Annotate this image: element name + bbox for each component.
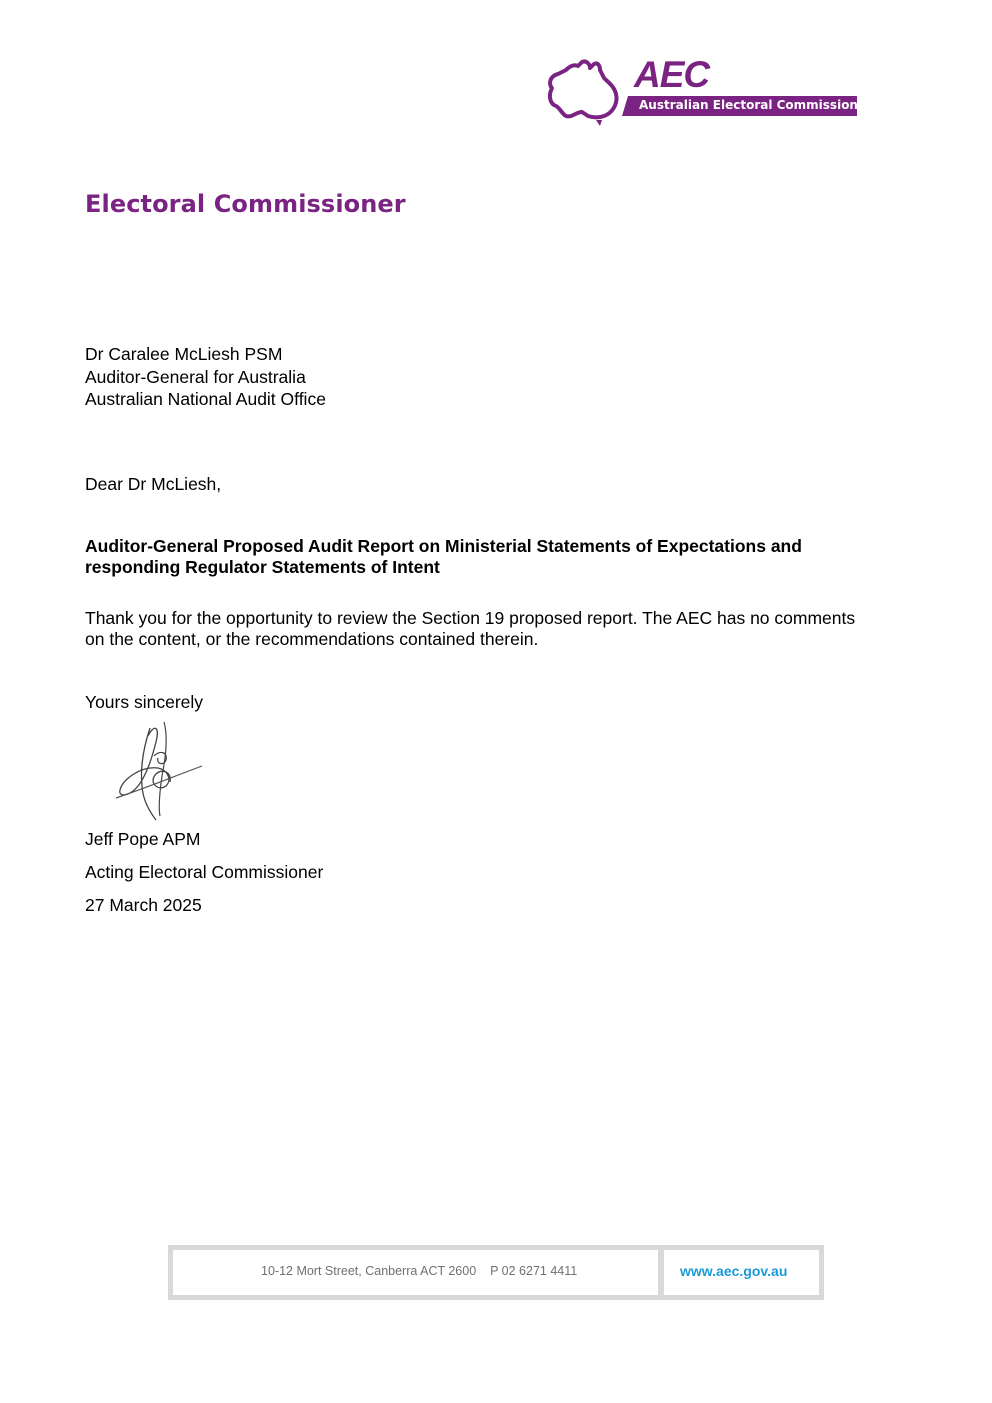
footer-address: 10-12 Mort Street, Canberra ACT 2600 [261,1264,477,1278]
body-line-2: on the content, or the recommendations contained therein. [85,629,539,649]
logo-name: Australian Electoral Commission [639,98,858,112]
page-title: Electoral Commissioner [85,190,406,218]
subject-line-1: Auditor-General Proposed Audit Report on Ministerial Statements of Expectations and [85,536,802,556]
addressee-block [85,343,326,411]
signatory-block [85,823,323,922]
subject-line-2: responding Regulator Statements of Intent [85,557,440,577]
letter-date: 27 March 2025 [85,895,202,915]
addressee-title: Auditor-General for Australia [85,366,306,387]
footer [168,1245,824,1300]
footer-website-panel [664,1250,819,1295]
logo-acronym: AEC [634,54,710,95]
addressee-name: Dr Caralee McLiesh PSM [85,344,283,364]
salutation: Dear Dr McLiesh, [85,474,222,494]
signature-image [110,716,210,824]
aec-logo [544,54,860,130]
addressee-organisation: Australian National Audit Office [85,389,326,409]
footer-contact [261,1264,577,1278]
australia-map-icon [544,58,620,130]
signatory-title: Acting Electoral Commissioner [85,862,324,882]
closing: Yours sincerely [85,692,204,712]
subject-line [85,536,905,578]
footer-address-panel [173,1250,658,1295]
body-line-1: Thank you for the opportunity to review the Section 19 proposed report. The AEC has no comments [85,608,856,628]
body-paragraph [85,608,915,650]
footer-phone: P 02 6271 4411 [490,1264,578,1278]
signatory-name: Jeff Pope APM [85,829,201,849]
footer-website-link[interactable]: www.aec.gov.au [680,1263,788,1279]
